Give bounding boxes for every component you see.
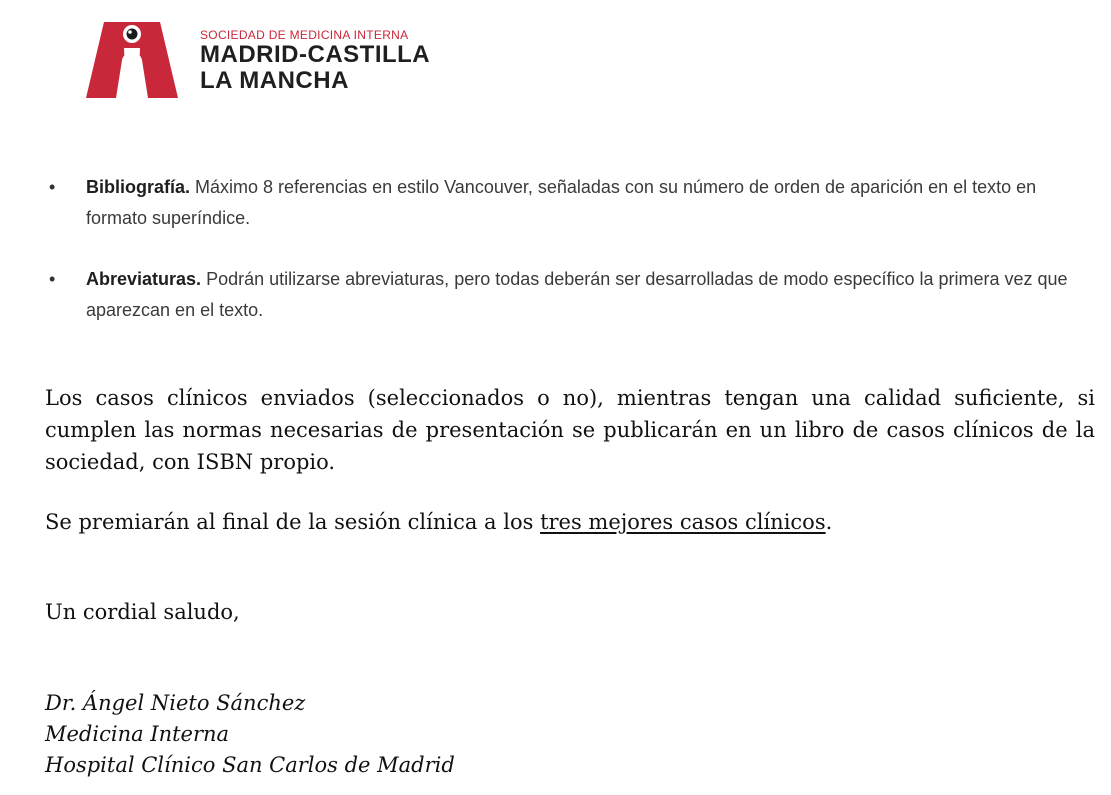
list-item-abbreviations bbox=[44, 264, 1094, 326]
society-title-line1: MADRID-CASTILLA bbox=[200, 41, 431, 68]
awards-paragraph bbox=[45, 506, 1095, 538]
list-item-bibliography bbox=[44, 172, 1094, 234]
signature-hospital: Hospital Clínico San Carlos de Madrid bbox=[45, 753, 455, 777]
signature-department: Medicina Interna bbox=[45, 722, 230, 746]
list-item-text: Podrán utilizarse abreviaturas, pero todas deberán ser desarrolladas de modo específico la primera vez que aparezcan en el texto. bbox=[86, 269, 1068, 320]
list-item-title: Bibliografía. bbox=[86, 177, 191, 197]
signature-name: Dr. Ángel Nieto Sánchez bbox=[45, 691, 306, 715]
bullet-icon: • bbox=[49, 269, 56, 289]
society-name bbox=[200, 28, 430, 94]
awards-text: Se premiarán al final de la sesión clínica a los bbox=[45, 510, 541, 534]
society-logo bbox=[86, 20, 486, 104]
list-item-text: Máximo 8 referencias en estilo Vancouver, señaladas con su número de orden de aparición en el texto en formato superíndice. bbox=[86, 177, 1037, 228]
awards-highlight: tres mejores casos clínicos bbox=[540, 510, 826, 534]
list-item-title: Abreviaturas. bbox=[86, 269, 202, 289]
closing-greeting: Un cordial saludo, bbox=[45, 600, 240, 624]
society-title-line2: LA MANCHA bbox=[200, 67, 349, 94]
society-subtitle: SOCIEDAD DE MEDICINA INTERNA bbox=[200, 28, 409, 42]
bullet-icon: • bbox=[49, 177, 56, 197]
requirements-list bbox=[44, 172, 1094, 356]
society-logo-icon bbox=[86, 20, 178, 100]
signature-block bbox=[45, 688, 455, 781]
publication-paragraph: Los casos clínicos enviados (seleccionados o no), mientras tengan una calidad suficiente, si cumplen las normas necesarias de presentación se publicarán en un libro de casos clínicos de la sociedad, con ISBN propio. bbox=[45, 386, 1095, 474]
awards-period: . bbox=[825, 510, 833, 534]
